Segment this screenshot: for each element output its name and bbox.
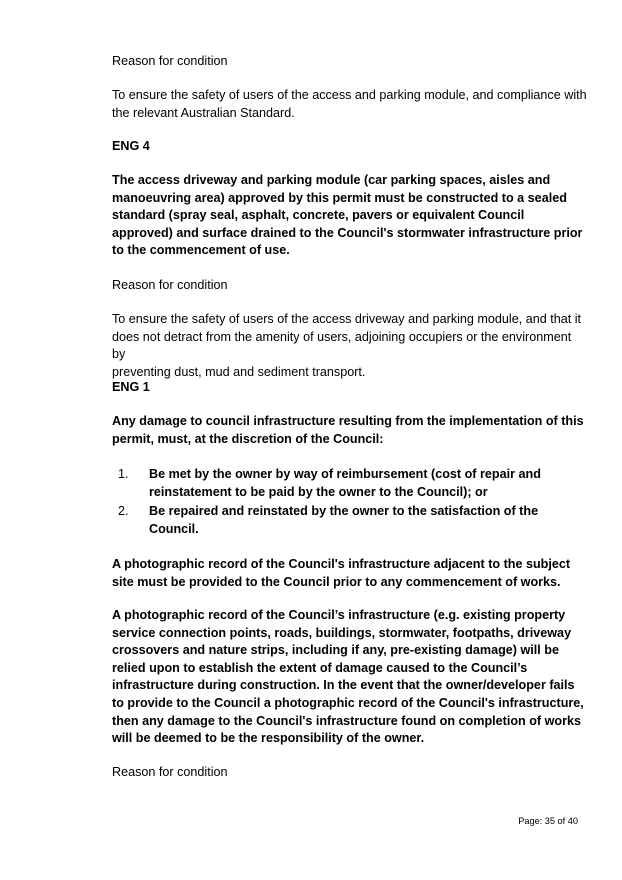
eng4-body: The access driveway and parking module (car parking spaces, aisles and manoeuvring area) approved by this permit must be constructed to a sealed standard (spray seal, asphalt, concrete, pavers or equivalent Council approved) and surface drained to the Council's stormwater infrastructure prior to the commencement of use. bbox=[112, 173, 583, 258]
eng4-heading: ENG 4 bbox=[112, 139, 150, 153]
eng1-intro: Any damage to council infrastructure resulting from the implementation of this permit, must, at the discretion of the Council: bbox=[112, 414, 584, 446]
photo-record-paragraph-1: A photographic record of the Council's infrastructure adjacent to the subject site must be provided to the Council prior to any commencement of works. bbox=[112, 557, 571, 589]
reason-heading-3: Reason for condition bbox=[112, 765, 228, 779]
reason-heading-2: Reason for condition bbox=[112, 278, 228, 292]
page-number: Page: 35 of 40 bbox=[518, 816, 578, 826]
eng1-heading: ENG 1 bbox=[112, 380, 150, 394]
reason-text-1: To ensure the safety of users of the access and parking module, and compliance with the relevant Australian Standard. bbox=[112, 88, 587, 120]
reason-text-2: To ensure the safety of users of the access driveway and parking module, and that it does not detract from the amenity of users, adjoining occupiers or the environment by preventing dust, mud and sediment transport. bbox=[112, 312, 582, 379]
photo-record-paragraph-2: A photographic record of the Council’s infrastructure (e.g. existing property service connection points, roads, buildings, stormwater, footpaths, driveway crossovers and nature strips, including if any, pre-existing damage) will be relied upon to establish the extent of damage caused to the Council’s infrastructure during construction. In the event that the owner/developer fails to provide to the Council a photographic record of the Council's infrastructure, then any damage to the Council's infrastructure found on completion of works will be deemed to be the responsibility of the owner. bbox=[112, 608, 584, 746]
list-item-number: 2. bbox=[118, 504, 129, 518]
list-item-number: 1. bbox=[118, 467, 129, 481]
reason-heading-1: Reason for condition bbox=[112, 54, 228, 68]
list-item-text: Be repaired and reinstated by the owner to the satisfaction of the Council. bbox=[149, 504, 539, 536]
list-item-text: Be met by the owner by way of reimbursement (cost of repair and reinstatement to be paid by the owner to the Council); or bbox=[149, 467, 541, 499]
